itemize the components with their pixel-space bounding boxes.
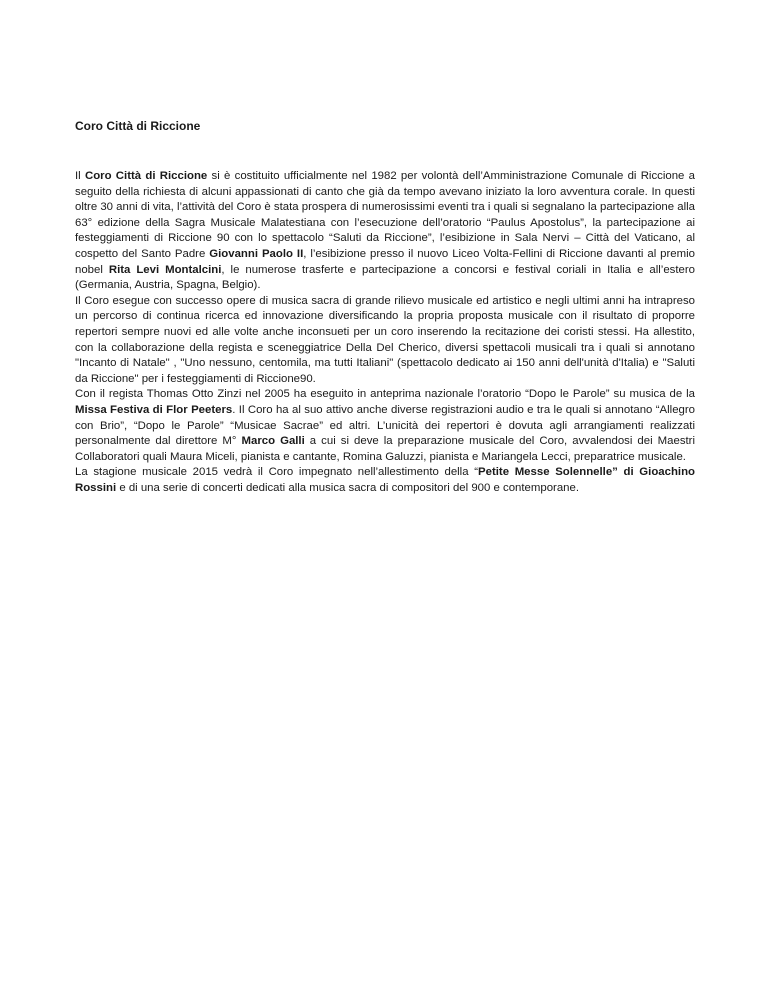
paragraph-text: , le numerose trasferte e partecipazione a concorsi e festival coriali in Italia e all’estero (Germania, Austria, Spagna, Belgio). (75, 263, 695, 292)
paragraph-text: La stagione musicale 2015 vedrà il Coro impegnato nell’allestimento della “ (75, 466, 479, 479)
document-title: Coro Città di Riccione (75, 119, 201, 133)
paragraph-text: , l’esibizione presso il nuovo Liceo Volta-Fellini di Riccione davanti al premio nobel (75, 247, 695, 276)
paragraph-text: Con il regista Thomas Otto Zinzi nel 2005 ha eseguito in anteprima nazionale l’oratorio “Dopo le Parole” su musica de la (75, 388, 695, 401)
body-paragraph (75, 465, 695, 496)
document-body (75, 169, 695, 496)
bold-text: Missa Festiva di Flor Peeters (75, 403, 233, 416)
paragraph-text: Il (75, 170, 85, 182)
bold-text: Giovanni Paolo II (209, 247, 304, 260)
bold-text: Coro Città di Riccione (84, 170, 208, 182)
body-paragraph (75, 294, 695, 388)
bold-text: Marco Galli (241, 435, 305, 448)
paragraph-text: e di una serie di concerti dedicati alla musica sacra di compositori del 900 e contemporane. (116, 481, 579, 494)
paragraph-text: si è costituito ufficialmente nel 1982 per volontà dell’Amministrazione Comunale di Riccione a seguito della richiesta di alcuni appassionati di canto che già da tempo avevano iniziato la loro avventura corale. In questi oltre 30 anni di vita, l’attività del Coro è stata prospera di numerosissimi eventi tra i quali si segnalano la partecipazione alla 63° edizione della Sagra Musicale Malatestiana con l’esecuzione dell’oratorio “Paulus Apostolus”, la partecipazione ai festeggiamenti di Riccione 90 con lo spettacolo “Saluti da Riccione”, l’esibizione in Sala Nervi – Città del Vaticano, al cospetto del Santo Padre (75, 170, 695, 260)
paragraph-text: . Il Coro ha al suo attivo anche diverse registrazioni audio e tra le quali si annotano “Allegro con Brio”, “Dopo le Parole” “Musicae Sacrae” ed altri. L’unicità dei repertori è dovuta agli arrangiamenti realizzati personalmente dal direttore M° (75, 403, 695, 448)
paragraph-text: Il Coro esegue con successo opere di musica sacra di grande rilievo musicale ed artistico e negli ultimi anni ha intrapreso un percorso di continua ricerca ed innovazione diversificando la propria proposta musicale con il risultato di proporre repertori sempre nuovi ed alle volte anche inconsueti per un coro inserendo la recitazione dei coristi stessi. Ha allestito, con la collaborazione della regista e sceneggiatrice Della Del Cherico, diversi spettacoli musicali tra i quali si annotano "Incanto di Natale" , "Uno nessuno, centomila, ma tutti Italiani" (spettacolo dedicato ai 150 anni dell'unità d'Italia) e "Saluti da Riccione" per i festeggiamenti di Riccione90. (75, 294, 695, 385)
body-paragraph (75, 169, 695, 294)
paragraph-text: a cui si deve la preparazione musicale del Coro, avvalendosi dei Maestri Collaboratori quali Maura Miceli, pianista e cantante, Romina Galuzzi, pianista e Mariangela Lecci, preparatrice musicale. (75, 435, 696, 463)
bold-text: Rita Levi Montalcini (108, 263, 222, 276)
body-paragraph (75, 387, 695, 465)
bold-text: Petite Messe Solennelle” di Gioachino Rossini (75, 466, 695, 494)
